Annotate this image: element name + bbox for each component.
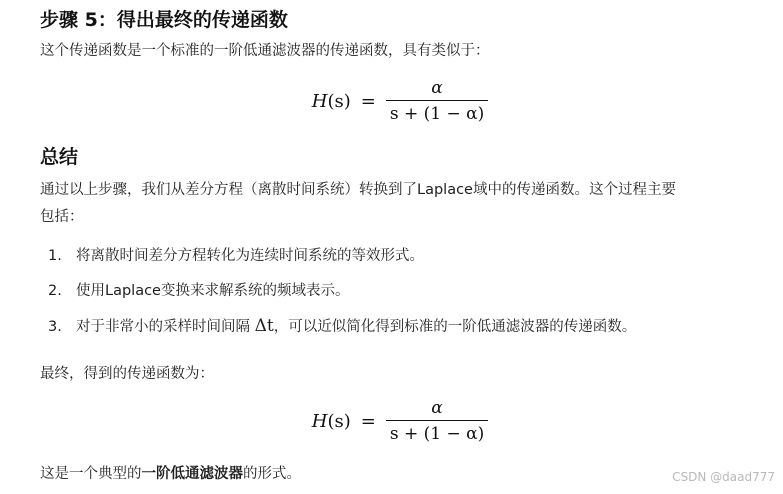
summary-intro-line2: 包括： (40, 209, 84, 225)
equals-sign: = (360, 410, 376, 432)
summary-intro-line1: 通过以上步骤，我们从差分方程（离散时间系统）转换到了Laplace域中的传递函数。这个过程主要 (40, 182, 676, 198)
denominator: s + (1 − α) (389, 424, 485, 444)
final-intro: 最终，得到的传递函数为： (40, 366, 214, 382)
equals-sign: = (360, 90, 376, 112)
fraction (386, 78, 488, 124)
fraction (386, 398, 488, 444)
csdn-watermark: CSDN @daad777 (672, 470, 775, 484)
list-item: 2. 使用Laplace变换来求解系统的频域表示。 (48, 283, 350, 299)
numerator: α (431, 398, 443, 418)
list-item: 3. 对于非常小的采样时间间隔 Δt，可以近似简化得到标准的一阶低通滤波器的传递函数。 (48, 316, 637, 336)
step5-heading: 步骤 5：得出最终的传递函数 (40, 9, 288, 31)
equation-lhs: H(s) (311, 90, 351, 112)
closing-bold-term: 一阶低通滤波器 (141, 466, 243, 482)
delta-t-math: Δt (254, 316, 274, 336)
closing-sentence: 这是一个典型的一阶低通滤波器的形式。 (40, 466, 301, 482)
equation-lhs: H(s) (311, 410, 351, 432)
transfer-function-equation-1 (40, 78, 760, 124)
transfer-function-equation-2 (40, 398, 760, 444)
numerator: α (431, 78, 443, 98)
step5-intro: 这个传递函数是一个标准的一阶低通滤波器的传递函数，具有类似于： (40, 43, 490, 59)
list-item: 1. 将离散时间差分方程转化为连续时间系统的等效形式。 (48, 248, 424, 264)
denominator: s + (1 − α) (389, 104, 485, 124)
summary-heading: 总结 (40, 146, 79, 168)
